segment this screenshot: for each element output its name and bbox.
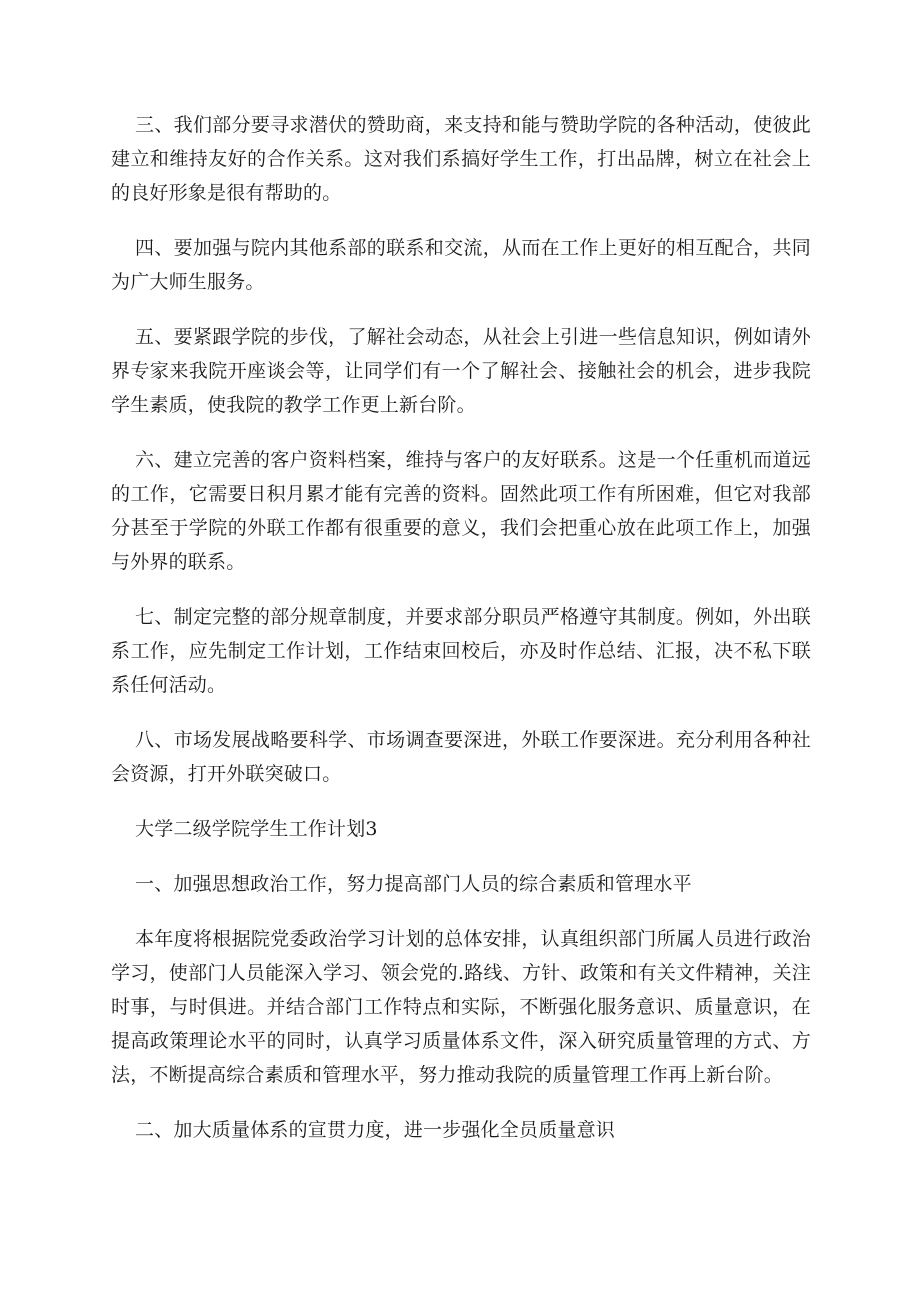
paragraph-section-6: 六、建立完善的客户资料档案，维持与客户的友好联系。这是一个任重机而道远的工作，它需要日积月累才能有完善的资料。固然此项工作有所困难，但它对我部分甚至于学院的外联工作都有很重要的意义，我们会把重心放在此项工作上，加强与外界的联系。: [111, 449, 811, 573]
paragraph-section-8: 八、市场发展战略要科学、市场调查要深进，外联工作要深进。充分利用各种社会资源，打开外联突破口。: [111, 729, 811, 785]
paragraph-section-4: 四、要加强与院内其他系部的联系和交流，从而在工作上更好的相互配合，共同为广大师生服务。: [111, 237, 811, 293]
document-body: [111, 108, 811, 1168]
paragraph-body: 本年度将根据院党委政治学习计划的总体安排，认真组织部门所属人员进行政治学习，使部门人员能深入学习、领会党的.路线、方针、政策和有关文件精神，关注时事，与时俱进。并结合部门工作特点和实际，不断强化服务意识、质量意识，在提高政策理论水平的同时，认真学习质量体系文件，深入研究质量管理的方式、方法，不断提高综合素质和管理水平，努力推动我院的质量管理工作再上新台阶。: [111, 928, 811, 1086]
paragraph-item-2: 二、加大质量体系的宣贯力度，进一步强化全员质量意识: [135, 1119, 616, 1141]
paragraph-section-7: 七、制定完整的部分规章制度，并要求部分职员严格遵守其制度。例如，外出联系工作，应先制定工作计划，工作结束回校后，亦及时作总结、汇报，决不私下联系任何活动。: [111, 606, 811, 696]
document-heading-plan-3: 大学二级学院学生工作计划3: [135, 818, 378, 840]
paragraph-section-5: 五、要紧跟学院的步伐，了解社会动态，从社会上引进一些信息知识，例如请外界专家来我院开座谈会等，让同学们有一个了解社会、接触社会的机会，进步我院学生素质，使我院的教学工作更上新台阶。: [111, 326, 811, 416]
paragraph-item-1: 一、加强思想政治工作，努力提高部门人员的综合素质和管理水平: [135, 873, 692, 895]
paragraph-section-3: 三、我们部分要寻求潜伏的赞助商，来支持和能与赞助学院的各种活动，使彼此建立和维持友好的合作关系。这对我们系搞好学生工作，打出品牌，树立在社会上的良好形象是很有帮助的。: [111, 114, 811, 204]
